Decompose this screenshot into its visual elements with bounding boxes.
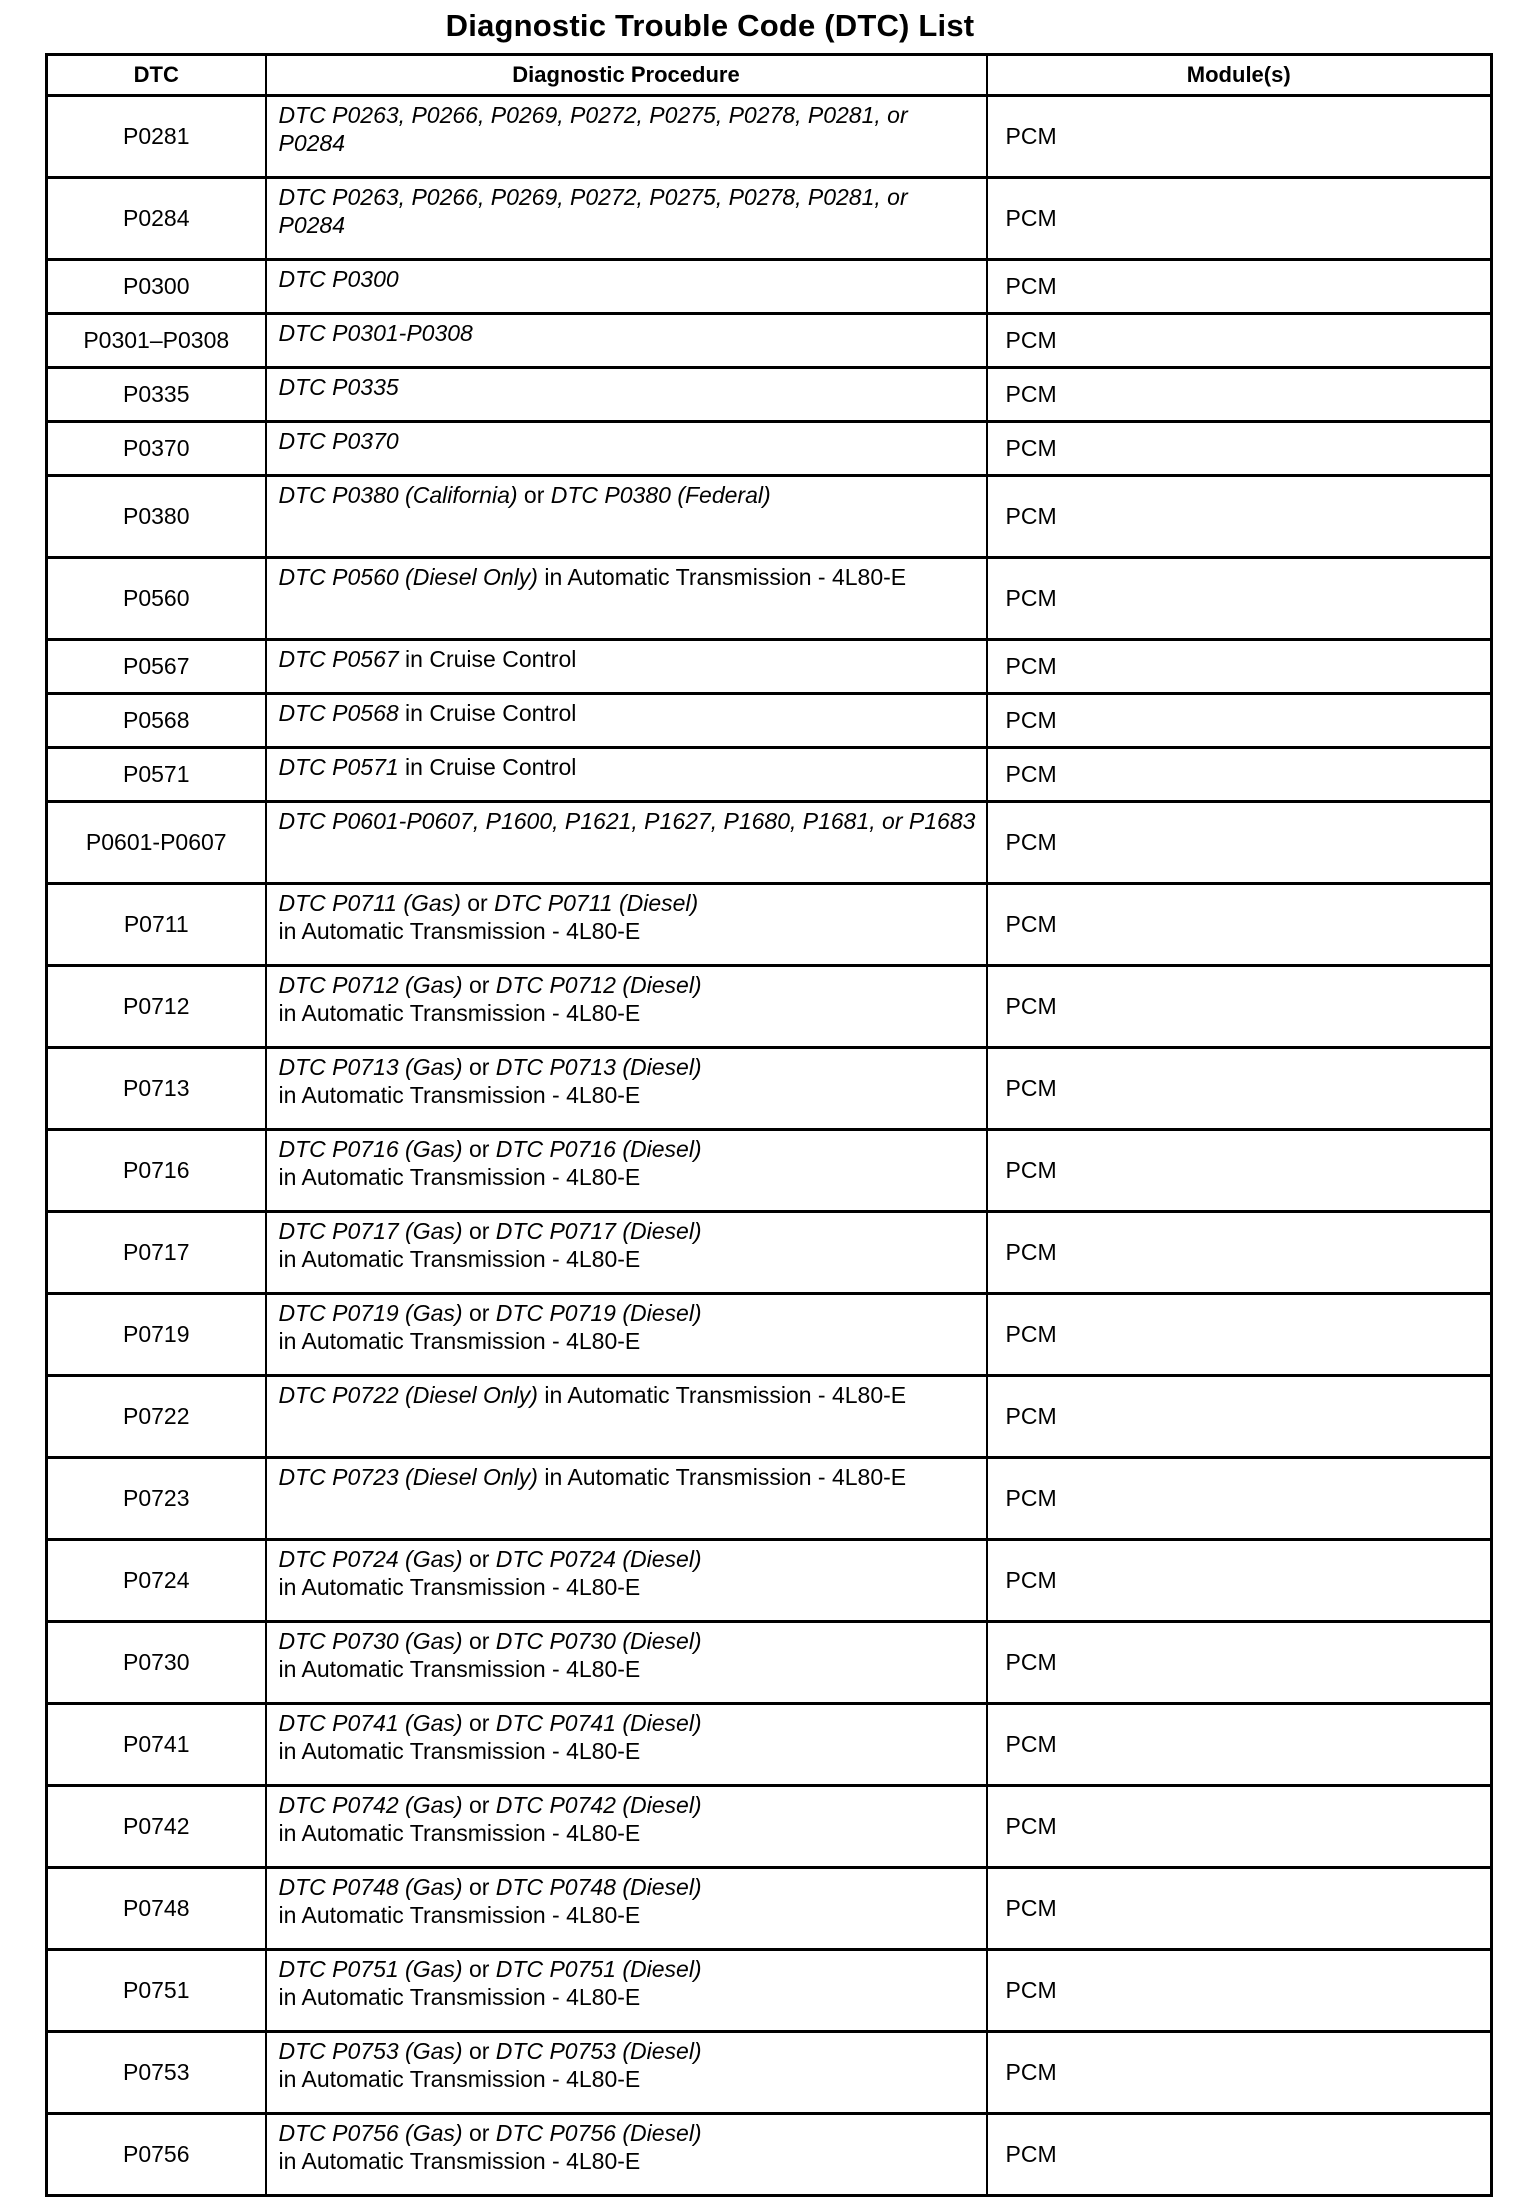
procedure-reference: DTC P0748 (Diesel) — [495, 1874, 702, 1900]
dtc-code-cell: P0748 — [47, 1868, 266, 1950]
table-row — [47, 1950, 1492, 2032]
page-title: Diagnostic Trouble Code (DTC) List — [445, 8, 975, 43]
procedure-reference: DTC P0601-P0607, P1600, P1621, P1627, P1680, P1681, or P1683 — [278, 808, 976, 834]
dtc-code-cell: P0716 — [47, 1130, 266, 1212]
dtc-code-cell: P0711 — [47, 884, 266, 966]
dtc-code-cell: P0713 — [47, 1048, 266, 1130]
dtc-code-cell: P0560 — [47, 558, 266, 640]
module-cell: PCM — [987, 1294, 1492, 1376]
table-row — [47, 802, 1492, 884]
table-row — [47, 1704, 1492, 1786]
procedure-text: in Automatic Transmission - 4L80-E — [537, 1464, 907, 1490]
module-cell: PCM — [987, 558, 1492, 640]
procedure-text: in Automatic Transmission - 4L80-E — [278, 1328, 641, 1354]
procedure-cell — [266, 178, 987, 260]
procedure-reference: DTC P0717 (Gas) — [278, 1218, 463, 1244]
procedure-text: in Automatic Transmission - 4L80-E — [278, 1000, 641, 1026]
header-modules: Module(s) — [987, 55, 1492, 96]
module-cell: PCM — [987, 694, 1492, 748]
dtc-code-cell: P0301–P0308 — [47, 314, 266, 368]
table-row — [47, 748, 1492, 802]
table-row — [47, 178, 1492, 260]
procedure-text: in Cruise Control — [398, 700, 577, 726]
procedure-reference: DTC P0756 (Gas) — [278, 2120, 463, 2146]
procedure-cell — [266, 368, 987, 422]
module-cell: PCM — [987, 2114, 1492, 2196]
module-cell: PCM — [987, 1458, 1492, 1540]
procedure-text: or — [462, 1956, 496, 1982]
procedure-reference: DTC P0380 (California) — [278, 482, 518, 508]
dtc-code-cell: P0567 — [47, 640, 266, 694]
procedure-reference: DTC P0753 (Diesel) — [495, 2038, 702, 2064]
table-row — [47, 476, 1492, 558]
procedure-text: in Cruise Control — [398, 754, 577, 780]
procedure-cell — [266, 748, 987, 802]
table-row — [47, 640, 1492, 694]
table-row — [47, 96, 1492, 178]
procedure-reference: DTC P0370 — [278, 428, 399, 454]
module-cell: PCM — [987, 260, 1492, 314]
procedure-text: in Automatic Transmission - 4L80-E — [278, 1164, 641, 1190]
procedure-text: or — [462, 1546, 496, 1572]
procedure-text: in Automatic Transmission - 4L80-E — [537, 564, 907, 590]
procedure-cell — [266, 1786, 987, 1868]
procedure-text: or — [462, 1054, 496, 1080]
procedure-reference: DTC P0263, P0266, P0269, P0272, P0275, P0278, P0281, or P0284 — [278, 102, 908, 156]
procedure-text: in Automatic Transmission - 4L80-E — [278, 1656, 641, 1682]
procedure-reference: DTC P0568 — [278, 700, 399, 726]
procedure-cell — [266, 1130, 987, 1212]
procedure-cell — [266, 966, 987, 1048]
procedure-cell — [266, 1868, 987, 1950]
table-row — [47, 694, 1492, 748]
module-cell: PCM — [987, 748, 1492, 802]
module-cell: PCM — [987, 1868, 1492, 1950]
procedure-reference: DTC P0712 (Gas) — [278, 972, 463, 998]
dtc-code-cell: P0753 — [47, 2032, 266, 2114]
module-cell: PCM — [987, 2032, 1492, 2114]
procedure-text: or — [462, 2038, 496, 2064]
module-cell: PCM — [987, 1048, 1492, 1130]
procedure-text: or — [462, 1792, 496, 1818]
dtc-code-cell: P0730 — [47, 1622, 266, 1704]
module-cell: PCM — [987, 1130, 1492, 1212]
header-row — [47, 55, 1492, 96]
dtc-code-cell: P0380 — [47, 476, 266, 558]
procedure-reference: DTC P0560 (Diesel Only) — [278, 564, 538, 590]
procedure-reference: DTC P0567 — [278, 646, 399, 672]
dtc-code-cell: P0568 — [47, 694, 266, 748]
procedure-text: or — [462, 1874, 496, 1900]
procedure-reference: DTC P0301-P0308 — [278, 320, 473, 346]
procedure-reference: DTC P0722 (Diesel Only) — [278, 1382, 538, 1408]
header-dtc: DTC — [47, 55, 266, 96]
procedure-reference: DTC P0753 (Gas) — [278, 2038, 463, 2064]
procedure-text: in Automatic Transmission - 4L80-E — [537, 1382, 907, 1408]
dtc-code-cell: P0284 — [47, 178, 266, 260]
dtc-code-cell: P0724 — [47, 1540, 266, 1622]
procedure-reference: DTC P0730 (Diesel) — [495, 1628, 702, 1654]
procedure-reference: DTC P0751 (Diesel) — [495, 1956, 702, 1982]
procedure-reference: DTC P0719 (Gas) — [278, 1300, 463, 1326]
table-row — [47, 1130, 1492, 1212]
module-cell: PCM — [987, 802, 1492, 884]
module-cell: PCM — [987, 422, 1492, 476]
dtc-code-cell: P0742 — [47, 1786, 266, 1868]
procedure-reference: DTC P0724 (Diesel) — [495, 1546, 702, 1572]
table-row — [47, 1540, 1492, 1622]
procedure-cell — [266, 1540, 987, 1622]
procedure-reference: DTC P0748 (Gas) — [278, 1874, 463, 1900]
procedure-reference: DTC P0742 (Gas) — [278, 1792, 463, 1818]
module-cell: PCM — [987, 884, 1492, 966]
procedure-reference: DTC P0741 (Diesel) — [495, 1710, 702, 1736]
table-row — [47, 558, 1492, 640]
dtc-code-cell: P0300 — [47, 260, 266, 314]
module-cell: PCM — [987, 1212, 1492, 1294]
procedure-reference: DTC P0263, P0266, P0269, P0272, P0275, P0278, P0281, or P0284 — [278, 184, 908, 238]
dtc-code-cell: P0601-P0607 — [47, 802, 266, 884]
dtc-code-cell: P0741 — [47, 1704, 266, 1786]
dtc-code-cell: P0756 — [47, 2114, 266, 2196]
table-row — [47, 2114, 1492, 2196]
table-row — [47, 1212, 1492, 1294]
module-cell: PCM — [987, 966, 1492, 1048]
dtc-code-cell: P0722 — [47, 1376, 266, 1458]
procedure-reference: DTC P0713 (Diesel) — [495, 1054, 702, 1080]
procedure-reference: DTC P0380 (Federal) — [550, 482, 771, 508]
procedure-cell — [266, 1704, 987, 1786]
procedure-cell — [266, 884, 987, 966]
procedure-reference: DTC P0712 (Diesel) — [495, 972, 702, 998]
procedure-text: or — [517, 482, 551, 508]
table-row — [47, 1048, 1492, 1130]
procedure-text: in Automatic Transmission - 4L80-E — [278, 1574, 641, 1600]
table-row — [47, 422, 1492, 476]
procedure-text: or — [462, 1300, 496, 1326]
procedure-cell — [266, 476, 987, 558]
table-row — [47, 1458, 1492, 1540]
procedure-text: or — [462, 1628, 496, 1654]
procedure-text: in Cruise Control — [398, 646, 577, 672]
module-cell: PCM — [987, 178, 1492, 260]
procedure-reference: DTC P0571 — [278, 754, 399, 780]
table-row — [47, 260, 1492, 314]
procedure-cell — [266, 260, 987, 314]
dtc-code-cell: P0281 — [47, 96, 266, 178]
procedure-reference: DTC P0751 (Gas) — [278, 1956, 463, 1982]
procedure-cell — [266, 96, 987, 178]
module-cell: PCM — [987, 1540, 1492, 1622]
procedure-reference: DTC P0741 (Gas) — [278, 1710, 463, 1736]
dtc-table — [45, 53, 1493, 2197]
module-cell: PCM — [987, 1622, 1492, 1704]
procedure-text: in Automatic Transmission - 4L80-E — [278, 1984, 641, 2010]
procedure-text: in Automatic Transmission - 4L80-E — [278, 2066, 641, 2092]
procedure-text: in Automatic Transmission - 4L80-E — [278, 1820, 641, 1846]
procedure-text: or — [462, 1710, 496, 1736]
procedure-cell — [266, 1048, 987, 1130]
procedure-cell — [266, 1622, 987, 1704]
table-body — [47, 96, 1492, 2196]
procedure-cell — [266, 640, 987, 694]
module-cell: PCM — [987, 640, 1492, 694]
procedure-cell — [266, 1950, 987, 2032]
procedure-cell — [266, 1376, 987, 1458]
module-cell: PCM — [987, 314, 1492, 368]
header-procedure: Diagnostic Procedure — [266, 55, 987, 96]
procedure-reference: DTC P0711 (Diesel) — [494, 890, 699, 916]
procedure-cell — [266, 558, 987, 640]
dtc-code-cell: P0571 — [47, 748, 266, 802]
procedure-reference: DTC P0713 (Gas) — [278, 1054, 463, 1080]
procedure-reference: DTC P0716 (Gas) — [278, 1136, 463, 1162]
table-row — [47, 314, 1492, 368]
procedure-reference: DTC P0716 (Diesel) — [495, 1136, 702, 1162]
procedure-cell — [266, 1458, 987, 1540]
procedure-cell — [266, 1294, 987, 1376]
module-cell: PCM — [987, 1704, 1492, 1786]
table-row — [47, 1294, 1492, 1376]
procedure-text: or — [462, 972, 496, 998]
procedure-reference: DTC P0719 (Diesel) — [495, 1300, 702, 1326]
procedure-text: or — [462, 2120, 496, 2146]
procedure-cell — [266, 1212, 987, 1294]
module-cell: PCM — [987, 1376, 1492, 1458]
procedure-text: in Automatic Transmission - 4L80-E — [278, 1246, 641, 1272]
table-row — [47, 2032, 1492, 2114]
procedure-cell — [266, 2114, 987, 2196]
procedure-cell — [266, 422, 987, 476]
procedure-reference: DTC P0723 (Diesel Only) — [278, 1464, 538, 1490]
procedure-reference: DTC P0756 (Diesel) — [495, 2120, 702, 2146]
module-cell: PCM — [987, 96, 1492, 178]
procedure-text: in Automatic Transmission - 4L80-E — [278, 1902, 641, 1928]
module-cell: PCM — [987, 1786, 1492, 1868]
dtc-code-cell: P0712 — [47, 966, 266, 1048]
table-row — [47, 966, 1492, 1048]
table-row — [47, 884, 1492, 966]
procedure-text: in Automatic Transmission - 4L80-E — [278, 1738, 641, 1764]
procedure-text: in Automatic Transmission - 4L80-E — [278, 2148, 641, 2174]
module-cell: PCM — [987, 476, 1492, 558]
dtc-code-cell: P0751 — [47, 1950, 266, 2032]
procedure-reference: DTC P0300 — [278, 266, 399, 292]
procedure-text: or — [462, 1218, 496, 1244]
procedure-reference: DTC P0711 (Gas) — [278, 890, 461, 916]
dtc-code-cell: P0717 — [47, 1212, 266, 1294]
procedure-text: or — [462, 1136, 496, 1162]
table-row — [47, 368, 1492, 422]
dtc-code-cell: P0719 — [47, 1294, 266, 1376]
dtc-code-cell: P0335 — [47, 368, 266, 422]
procedure-cell — [266, 314, 987, 368]
procedure-reference: DTC P0730 (Gas) — [278, 1628, 463, 1654]
procedure-text: in Automatic Transmission - 4L80-E — [278, 918, 641, 944]
procedure-reference: DTC P0335 — [278, 374, 399, 400]
procedure-cell — [266, 694, 987, 748]
dtc-code-cell: P0723 — [47, 1458, 266, 1540]
table-row — [47, 1376, 1492, 1458]
table-row — [47, 1786, 1492, 1868]
dtc-code-cell: P0370 — [47, 422, 266, 476]
procedure-text: or — [460, 890, 495, 916]
module-cell: PCM — [987, 368, 1492, 422]
table-row — [47, 1868, 1492, 1950]
procedure-cell — [266, 802, 987, 884]
table-row — [47, 1622, 1492, 1704]
procedure-reference: DTC P0724 (Gas) — [278, 1546, 463, 1572]
procedure-reference: DTC P0717 (Diesel) — [495, 1218, 702, 1244]
procedure-text: in Automatic Transmission - 4L80-E — [278, 1082, 641, 1108]
procedure-cell — [266, 2032, 987, 2114]
procedure-reference: DTC P0742 (Diesel) — [495, 1792, 702, 1818]
module-cell: PCM — [987, 1950, 1492, 2032]
